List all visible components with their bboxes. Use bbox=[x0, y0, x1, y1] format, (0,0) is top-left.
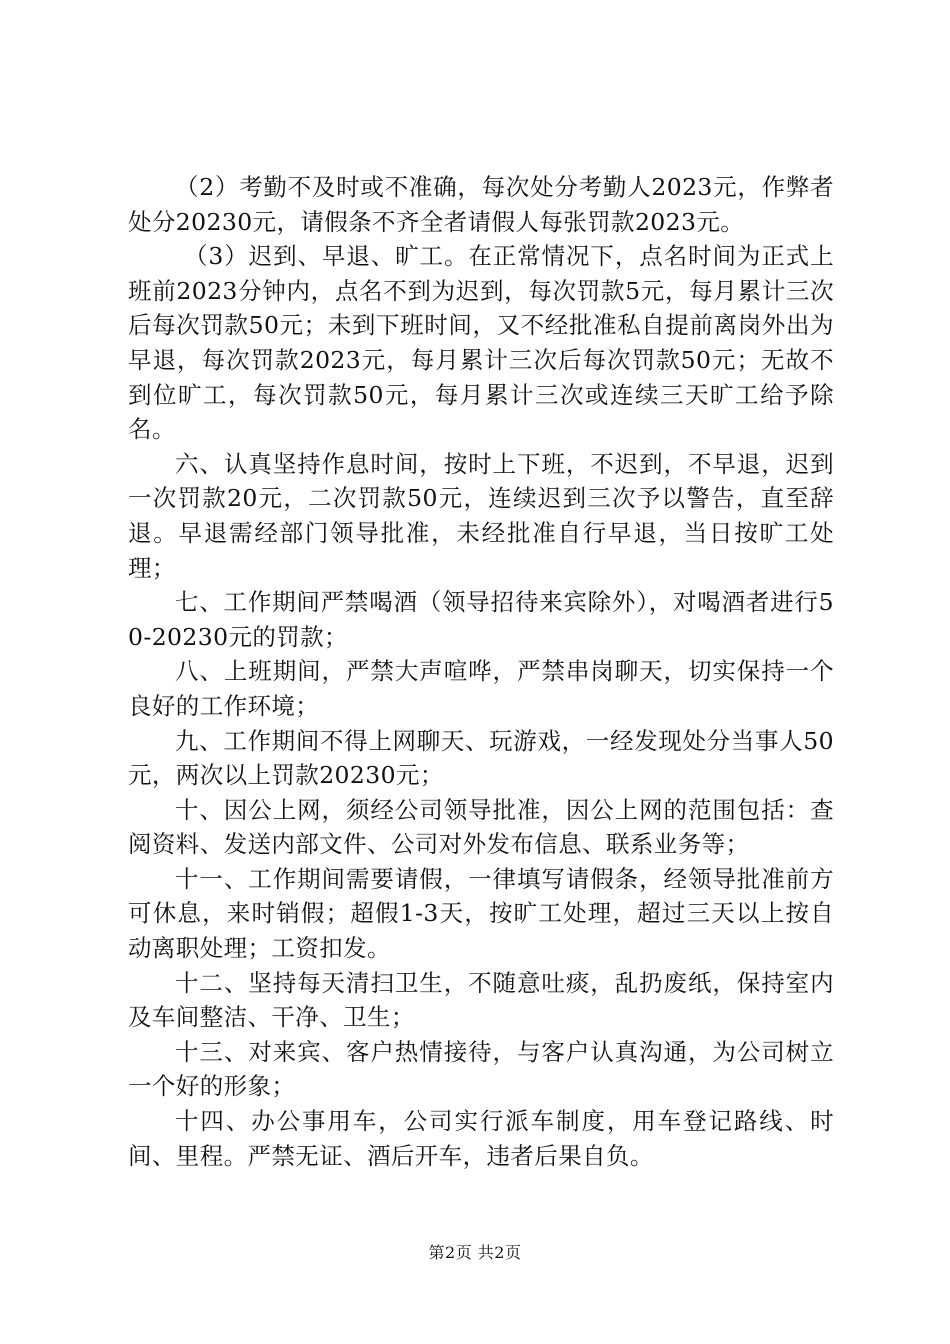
paragraph-attendance-recording: （2）考勤不及时或不准确，每次处分考勤人2023元，作弊者处分20230元，请假条不齐全者请假人每张罚款2023元。 bbox=[128, 173, 834, 236]
paragraph-rule-7: 七、工作期间严禁喝酒（领导招待来宾除外），对喝酒者进行50-20230元的罚款； bbox=[128, 588, 834, 651]
paragraph-rule-6: 六、认真坚持作息时间，按时上下班，不迟到，不早退，迟到一次罚款20元，二次罚款50元，连续迟到三次予以警告，直至辞退。早退需经部门领导批准，未经批准自行早退，当日按旷工处理； bbox=[128, 449, 834, 582]
paragraph-rule-8: 八、上班期间，严禁大声喧哗，严禁串岗聊天，切实保持一个良好的工作环境； bbox=[128, 657, 834, 720]
paragraph-lateness-absence: （3）迟到、早退、旷工。在正常情况下，点名时间为正式上班前2023分钟内，点名不到为迟到，每次罚款5元，每月累计三次后每次罚款50元；未到下班时间，又不经批准私自提前离岗外出为早退，每次罚款2023元，每月累计三次后每次罚款50元；无故不到位旷工，每次罚款50元，每月累计三次或连续三天旷工给予除名。 bbox=[128, 242, 834, 444]
paragraph-rule-11: 十一、工作期间需要请假，一律填写请假条，经领导批准前方可休息，来时销假；超假1-3天，按旷工处理，超过三天以上按自动离职处理；工资扣发。 bbox=[128, 864, 834, 963]
paragraph-rule-13: 十三、对来宾、客户热情接待，与客户认真沟通，为公司树立一个好的形象； bbox=[128, 1037, 834, 1101]
page-number-footer: 第2页 共2页 bbox=[428, 1243, 522, 1262]
paragraph-rule-14: 十四、办公事用车，公司实行派车制度，用车登记路线、时间、里程。严禁无证、酒后开车，违者后果自负。 bbox=[128, 1107, 834, 1170]
document-body bbox=[128, 170, 834, 1173]
paragraph-rule-12: 十二、坚持每天清扫卫生，不随意吐痰，乱扔废纸，保持室内及车间整洁、干净、卫生； bbox=[128, 968, 834, 1032]
paragraph-rule-10: 十、因公上网，须经公司领导批准，因公上网的范围包括：查阅资料、发送内部文件、公司对外发布信息、联系业务等； bbox=[128, 795, 834, 859]
paragraph-rule-9: 九、工作期间不得上网聊天、玩游戏，一经发现处分当事人50元，两次以上罚款20230元； bbox=[128, 726, 834, 790]
